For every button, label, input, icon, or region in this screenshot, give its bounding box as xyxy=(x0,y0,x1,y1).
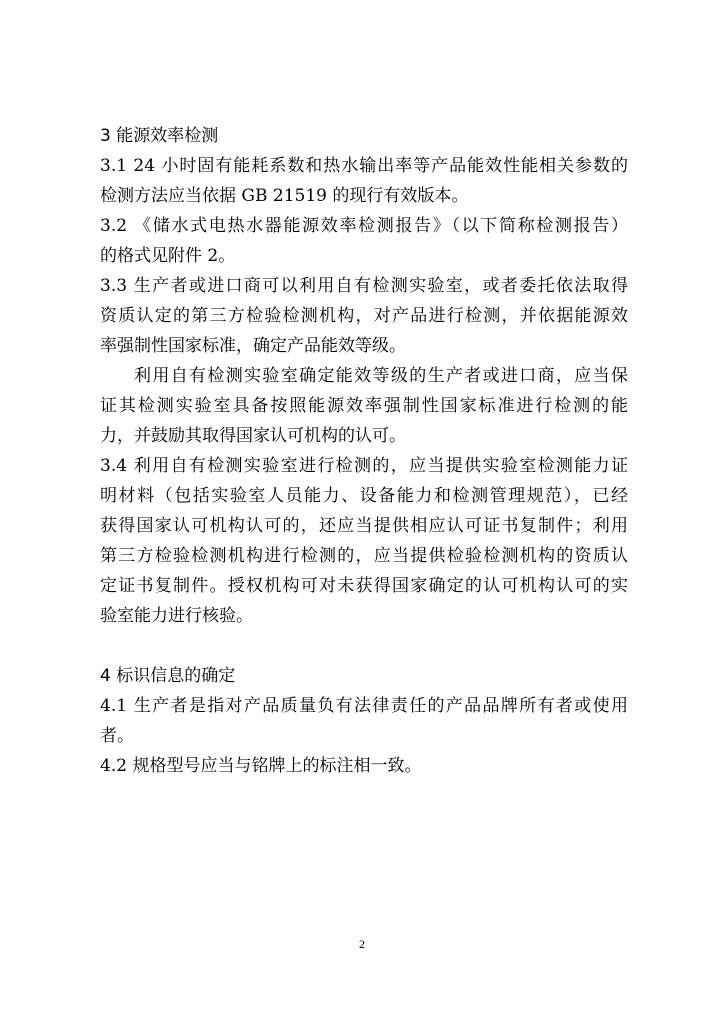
text-line: 资质认定的第三方检验检测机构，对产品进行检测，并依据能源效 xyxy=(100,306,628,326)
text-line: 检测方法应当依据 GB 21519 的现行有效版本。 xyxy=(100,186,469,206)
text-line: 验室能力进行核验。 xyxy=(100,606,253,626)
section-heading-3: 3 能源效率检测 xyxy=(100,126,219,146)
text-line: 第三方检验检测机构进行检测的，应当提供检验检测机构的资质认 xyxy=(100,546,628,566)
text-line: 获得国家认可机构认可的，还应当提供相应认可证书复制件；利用 xyxy=(100,516,628,536)
paragraph-3-1 xyxy=(100,151,628,211)
paragraph-3-4 xyxy=(100,451,628,631)
text-line: 定证书复制件。授权机构可对未获得国家确定的认可机构认可的实 xyxy=(100,576,628,596)
text-line: 的格式见附件 2。 xyxy=(100,246,236,266)
page-body xyxy=(100,121,628,781)
text-line: 利用自有检测实验室确定能效等级的生产者或进口商，应当保 xyxy=(134,366,628,386)
text-line: 3.4 利用自有检测实验室进行检测的，应当提供实验室检测能力证 xyxy=(100,456,628,476)
text-line: 4.1 生产者是指对产品质量负有法律责任的产品品牌所有者或使用 xyxy=(100,696,628,716)
text-line: 力，并鼓励其取得国家认可机构的认可。 xyxy=(100,426,406,446)
paragraph-3-2 xyxy=(100,211,628,271)
paragraph-4-2 xyxy=(100,751,628,781)
paragraph-3-3 xyxy=(100,271,628,361)
text-line: 明材料（包括实验室人员能力、设备能力和检测管理规范），已经 xyxy=(100,486,628,506)
paragraph-4-1 xyxy=(100,691,628,751)
text-line: 3.1 24 小时固有能耗系数和热水输出率等产品能效性能相关参数的 xyxy=(100,156,628,176)
text-line: 3.3 生产者或进口商可以利用自有检测实验室，或者委托依法取得 xyxy=(100,276,628,296)
text-line: 4.2 规格型号应当与铭牌上的标注相一致。 xyxy=(100,756,422,776)
text-line: 率强制性国家标准，确定产品能效等级。 xyxy=(100,336,406,356)
section-heading-4: 4 标识信息的确定 xyxy=(100,666,236,686)
paragraph-3-3-continued xyxy=(100,361,628,451)
page-number: 2 xyxy=(359,937,365,951)
text-line: 者。 xyxy=(100,726,134,746)
text-line: 3.2 《储水式电热水器能源效率检测报告》（以下简称检测报告） xyxy=(100,216,628,236)
section-spacer xyxy=(100,631,628,661)
text-line: 证其检测实验室具备按照能源效率强制性国家标准进行检测的能 xyxy=(100,396,628,416)
